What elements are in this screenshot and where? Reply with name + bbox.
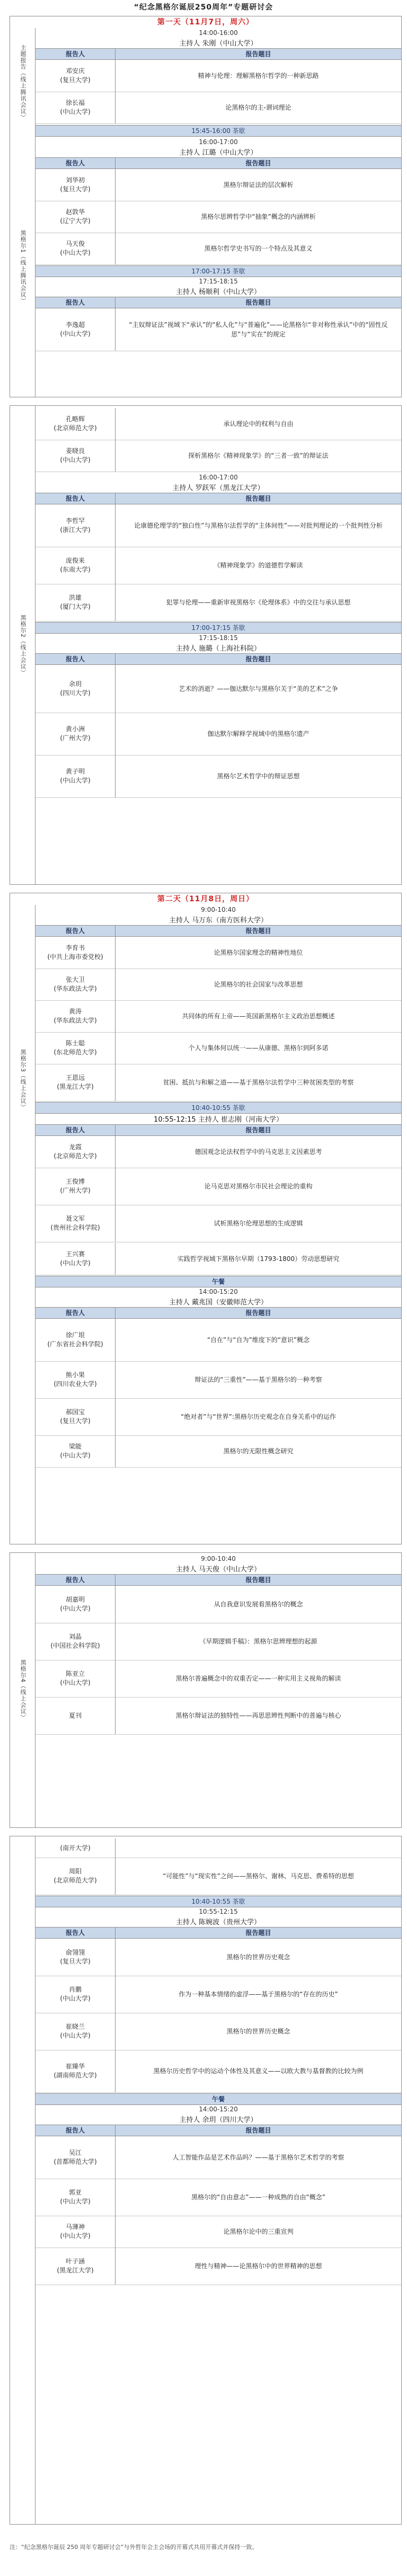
topic-cell: 个人与集体何以统一——从康德、黑格尔到阿多诺	[188, 1044, 329, 1052]
table-row	[36, 1205, 401, 1242]
speaker-name: 聂文军	[65, 1215, 85, 1222]
speaker-name: 庞俊来	[65, 557, 85, 564]
topic-cell: 艺术的消逝？——伽达默尔与黑格尔关于“美的艺术”之争	[179, 685, 338, 692]
topic-cell: “自在”与“自为”维度下的“意识”概念	[207, 1336, 310, 1344]
topic-cell: 论黑格尔论中的三重宣判	[223, 2228, 294, 2235]
topic-cell: 黑格尔思辨哲学中“抽象”概念的内涵辨析	[201, 213, 316, 220]
session-host: 主持人 马天俊（中山大学）	[175, 1566, 261, 1574]
topic-cell: 承认理论中的权利与自由	[223, 420, 294, 428]
topic-cell: “可能性”与“现实性”之间——黑格尔、谢林、马克思、费希特的思想	[163, 1872, 354, 1880]
topic-cell: 黑格尔的无限性概念研究	[223, 1447, 294, 1455]
lunch-break: 午餐	[36, 1276, 401, 1287]
table-row	[36, 1976, 401, 2013]
speaker-name: 张大卫	[65, 976, 85, 983]
speaker-cell	[36, 1064, 116, 1101]
speaker-name: 黄子明	[65, 768, 85, 775]
speaker-org: (中山大学)	[60, 249, 91, 256]
speaker-cell	[36, 2179, 116, 2216]
topic-col-header: 报告题目	[245, 495, 271, 502]
speaker-org: (东南大学)	[60, 566, 91, 573]
topic-cell: 从自我意识发展看黑格尔的概念	[214, 1601, 303, 1608]
speaker-name: 李育书	[65, 944, 85, 952]
speaker-col-header: 报告人	[36, 297, 116, 308]
topic-cell: “绝对者”与“世界”:黑格尔历史观念在自身关系中的运作	[181, 1413, 336, 1420]
speaker-name: 龙霞	[68, 1143, 82, 1151]
speaker-cell	[36, 2013, 116, 2050]
speaker-cell	[36, 1136, 116, 1168]
session-host: 主持人 杨顺利（中山大学）	[175, 288, 261, 296]
table-row	[36, 169, 401, 201]
speaker-cell	[36, 2136, 116, 2179]
speaker-org: (贵州社会科学院)	[50, 1224, 100, 1231]
speaker-name: 梁能	[68, 1443, 82, 1450]
speaker-org: (南开大学)	[60, 1844, 91, 1852]
speaker-cell	[36, 504, 116, 547]
speaker-name: 孔略辉	[65, 415, 85, 423]
speaker-cell	[36, 1243, 116, 1275]
topic-col-header: 报告题目	[245, 1126, 271, 1134]
topic-col-header: 报告题目	[245, 927, 271, 935]
speaker-org: (广州大学)	[60, 1187, 91, 1194]
speaker-cell	[36, 584, 116, 621]
topic-cell: 论黑格尔的社会国家与改革思想	[214, 981, 303, 988]
topic-cell: 黑格尔辩证法的层次解析	[223, 181, 294, 189]
table-row	[36, 308, 401, 351]
speaker-name: 王恩远	[65, 1074, 85, 1081]
speaker-name: 马天俊	[65, 240, 85, 247]
topic-cell: 德国观念论法权哲学中的马克思主义因素思考	[194, 1148, 322, 1156]
table-row	[36, 2179, 401, 2216]
session-table-head	[36, 297, 401, 308]
keynote-label: 主题报告（线上腾讯会议）	[20, 44, 26, 121]
table-row	[36, 1939, 401, 1976]
topic-col-header: 报告题目	[245, 2127, 271, 2134]
footnote: 注：“纪念黑格尔诞辰 250 周年专题研讨会”与外哲年会主会场的开幕式共用开幕式并保持一致。	[10, 2544, 258, 2551]
speaker-cell	[36, 1398, 116, 1435]
afternoon-label: 黑格尔4（线上会议）	[20, 1659, 26, 1721]
topic-col-header: 报告题目	[245, 1929, 271, 1937]
session-time: 16:00-17:00	[199, 474, 238, 481]
table-row	[36, 1838, 401, 1858]
speaker-name: 叶子涵	[65, 2258, 85, 2265]
tea-break: 17:00-17:15 茶歇	[36, 622, 401, 634]
table-row	[36, 201, 401, 233]
speaker-col-header: 报告人	[36, 1125, 116, 1135]
topic-cell: 黑格尔艺术哲学中的辩证思想	[217, 772, 300, 780]
speaker-cell	[36, 2050, 116, 2092]
table-row	[36, 1858, 401, 1895]
table-row	[36, 92, 401, 124]
table-row	[36, 2050, 401, 2093]
speaker-org: (华东政法大学)	[54, 1017, 97, 1024]
topic-cell: 理性与精神——论黑格尔中的世界精神的思想	[194, 2262, 322, 2270]
topic-cell: 试析黑格尔伦理思想的生成逻辑	[214, 1220, 303, 1227]
speaker-cell	[36, 1168, 116, 1205]
speaker-name: 洪雄	[68, 594, 82, 601]
speaker-org: (复旦大学)	[60, 1958, 91, 1965]
session-table-head	[36, 2125, 401, 2136]
speaker-cell	[36, 440, 116, 472]
speaker-cell	[36, 60, 116, 92]
table-row	[36, 584, 401, 621]
speaker-org: (浙江大学)	[60, 526, 91, 534]
speaker-cell	[36, 1032, 116, 1064]
table-row	[36, 504, 401, 547]
session-table-head	[36, 493, 401, 504]
session-host: 主持人 陈婉波（贵州大学）	[175, 1918, 261, 1926]
table-row	[36, 1032, 401, 1064]
speaker-org: (黑龙江大学)	[57, 1083, 94, 1090]
speaker-org: (中共上海市委党校)	[47, 953, 103, 961]
topic-col-header: 报告题目	[245, 50, 271, 58]
speaker-name: 赵敦华	[65, 208, 85, 216]
topic-cell	[116, 1838, 401, 1858]
table-row	[36, 2216, 401, 2248]
speaker-org: (复旦大学)	[60, 1417, 91, 1425]
session-table-head	[36, 1574, 401, 1586]
session-time: 14:00-15:20	[199, 1288, 238, 1295]
lunch-break: 午餐	[36, 2093, 401, 2105]
speaker-org: (中山大学)	[60, 108, 91, 116]
session-time: 9:00-10:40	[201, 906, 236, 913]
speaker-name: 郭亚	[68, 2189, 82, 2196]
table-row	[36, 440, 401, 472]
topic-cell: 黑格尔历史哲学中的运动个体性及其意义——以欧大教与基督教的比较为例	[153, 2067, 364, 2075]
speaker-col-header: 报告人	[36, 2125, 116, 2136]
speaker-cell	[36, 1435, 116, 1467]
session-table-head	[36, 1927, 401, 1939]
session-host: 主持人 罗跃军（黑龙江大学）	[172, 484, 264, 492]
speaker-name: 熊小果	[65, 1371, 85, 1379]
speaker-org: (中山大学)	[60, 1679, 91, 1686]
speaker-org: (黑龙江大学)	[57, 2267, 94, 2274]
speaker-cell	[36, 1623, 116, 1660]
tea-break: 10:40-10:55 茶歇	[36, 1896, 401, 1907]
table-row	[36, 1361, 401, 1399]
panel-a-label: 黑格尔1（线上腾讯会议）	[20, 229, 26, 304]
speaker-cell	[36, 2248, 116, 2285]
day1-header: 第一天（11月7日，周六）	[157, 18, 254, 26]
session-time: 10:55-12:15	[154, 1116, 196, 1124]
speaker-col-header: 报告人	[36, 49, 116, 59]
topic-cell: 实践哲学视域下黑格尔早期（1793-1800）劳动思想研究	[177, 1255, 340, 1263]
speaker-cell	[36, 1697, 116, 1734]
afternoon-side-2	[10, 1836, 36, 2524]
session-table-head	[36, 653, 401, 665]
topic-cell: “主奴辩证法”视域下“承认”的“私人化”与“普遍化”——论黑格尔“非对称性承认”中的“固性反思”与“实在”的规定	[129, 321, 388, 338]
table-row	[36, 1000, 401, 1033]
topic-cell: 贫困、抵抗与和解之道——基于黑格尔法哲学中三种贫困类型的考察	[163, 1079, 354, 1086]
speaker-org: (华东政法大学)	[54, 985, 97, 992]
speaker-org: (中山大学)	[60, 330, 91, 337]
speaker-col-header: 报告人	[36, 158, 116, 168]
table-row	[36, 713, 401, 756]
morning-side	[10, 905, 36, 1544]
session-table-head	[36, 1124, 401, 1136]
keynote-table-head	[36, 48, 401, 60]
table-row	[36, 2136, 401, 2179]
table-row	[36, 233, 401, 265]
speaker-org: (东北师范大学)	[54, 1049, 97, 1056]
session-host: 主持人 马万东（南方医科大学）	[169, 917, 268, 925]
speaker-col-header: 报告人	[36, 493, 116, 504]
speaker-org: (北京师范大学)	[54, 1877, 97, 1884]
topic-cell: 犯罪与伦理——重新审视黑格尔《伦理体系》中的交往与承认思想	[166, 599, 351, 606]
speaker-name: 马薄神	[65, 2223, 85, 2231]
session-host: 主持人 江璐（中山大学）	[179, 149, 258, 157]
speaker-cell	[36, 713, 116, 755]
speaker-cell	[36, 408, 116, 440]
topic-cell: 黑格尔辩证法的独特性——再思思辨性判断中的普遍与核心	[175, 1712, 341, 1719]
day2-section-c	[10, 1836, 402, 2525]
day1-section-a	[10, 16, 402, 397]
speaker-name: 俞翎翎	[65, 1949, 85, 1956]
speaker-org: (复旦大学)	[60, 185, 91, 193]
tea-break: 17:00-17:15 茶歇	[36, 265, 401, 277]
speaker-org: (中山大学)	[60, 2032, 91, 2039]
speaker-name: 徐长福	[65, 99, 85, 106]
speaker-name: 刘晶	[68, 1633, 82, 1640]
table-row	[36, 755, 401, 798]
speaker-cell	[36, 233, 116, 264]
table-row	[36, 1136, 401, 1168]
speaker-cell	[36, 1976, 116, 2013]
speaker-col-header: 报告人	[36, 654, 116, 664]
session-time: 17:15-18:15	[199, 634, 238, 642]
topic-cell: 伽达默尔解释学视域中的黑格尔遗产	[207, 730, 309, 738]
topic-cell: 辩证法的“三重性”——基于黑格尔的一种考察	[194, 1376, 322, 1383]
topic-cell: 《精神现象学》的道德哲学解读	[214, 562, 303, 569]
speaker-cell	[36, 1939, 116, 1976]
speaker-cell	[36, 92, 116, 123]
speaker-cell	[36, 1205, 116, 1242]
panel-a-side	[10, 137, 36, 397]
table-row	[36, 1398, 401, 1436]
speaker-name: 黄小洲	[65, 725, 85, 733]
speaker-col-header: 报告人	[36, 926, 116, 936]
speaker-name: 郝国宝	[65, 1408, 85, 1416]
session-time: 10:55-12:15	[199, 1908, 238, 1915]
speaker-cell	[36, 1586, 116, 1623]
session-host: 主持人 余玥（四川大学）	[179, 2116, 258, 2124]
speaker-cell	[36, 1319, 116, 1361]
speaker-org: (中山大学)	[60, 456, 91, 464]
topic-col-header: 报告题目	[245, 655, 271, 663]
speaker-org: (湖南师范大学)	[54, 2072, 97, 2079]
keynote-time: 14:00-16:00	[199, 29, 238, 37]
keynote-host: 主持人 朱刚（中山大学）	[179, 40, 258, 48]
speaker-org: (中国社会科学院)	[50, 1642, 100, 1649]
session-host: 主持人 戴兆国（安徽师范大学）	[169, 1299, 268, 1307]
speaker-name: 李逸超	[65, 321, 85, 328]
afternoon-side	[10, 1553, 36, 1827]
table-row	[36, 60, 401, 92]
topic-cell: 探析黑格尔《精神现象学》的“三者一致”的辩证法	[188, 452, 329, 459]
table-row	[36, 408, 401, 440]
speaker-name: 李哲罕	[65, 517, 85, 525]
table-row	[36, 1064, 401, 1102]
speaker-org: (首都师范大学)	[54, 2158, 97, 2165]
session-table-head	[36, 157, 401, 169]
speaker-col-header: 报告人	[36, 1927, 116, 1938]
speaker-org: (中山大学)	[60, 1995, 91, 2002]
speaker-org: (中山大学)	[60, 1259, 91, 1267]
speaker-cell	[36, 969, 116, 1000]
speaker-org: (复旦大学)	[60, 76, 91, 84]
speaker-cell	[36, 169, 116, 201]
speaker-org: (北京师范大学)	[54, 424, 97, 432]
speaker-name: 刘华初	[65, 176, 85, 184]
topic-cell: 黑格尔的世界历史概念	[226, 2028, 290, 2035]
topic-cell: 共同体的所有上帝——英国新黑格尔主义政治思想概述	[182, 1012, 335, 1020]
speaker-name: 肖鹏	[68, 1986, 82, 1993]
speaker-org: (广东省社会科学院)	[47, 1340, 103, 1348]
table-row	[36, 1697, 401, 1735]
speaker-cell	[36, 1838, 116, 1858]
day1-section-b	[10, 405, 402, 885]
session-host: 主持人 施璐（上海社科院）	[175, 645, 261, 653]
table-row	[36, 2013, 401, 2050]
speaker-org: (厦门大学)	[60, 603, 91, 610]
topic-cell: 论黑格尔的主-谓词理论	[225, 104, 291, 111]
speaker-cell	[36, 201, 116, 233]
table-row	[36, 1586, 401, 1623]
topic-col-header: 报告题目	[245, 159, 271, 167]
speaker-cell	[36, 665, 116, 713]
speaker-org: (辽宁大学)	[60, 217, 91, 225]
keynote-side	[10, 28, 36, 137]
speaker-cell	[36, 547, 116, 584]
tea-break: 15:45-16:00 茶歇	[36, 125, 401, 137]
speaker-name: 吴江	[68, 2149, 82, 2156]
speaker-org: (中山大学)	[60, 2198, 91, 2205]
session-time: 14:00-15:20	[199, 2106, 238, 2113]
speaker-cell	[36, 755, 116, 797]
table-row	[36, 1168, 401, 1205]
speaker-name: 胡嘉明	[65, 1596, 85, 1603]
day2-section-a	[10, 893, 402, 1544]
table-row	[36, 1319, 401, 1362]
table-row	[36, 665, 401, 713]
session-time: 9:00-10:40	[201, 1555, 236, 1562]
speaker-name: 夏刊	[68, 1711, 82, 1719]
tea-break: 10:40-10:55 茶歇	[36, 1102, 401, 1114]
speaker-name: 陈士聪	[65, 1040, 85, 1047]
speaker-col-header: 报告人	[36, 1308, 116, 1318]
topic-cell: 论康德伦理学的“独白性”与黑格尔法哲学的“主体间性”——对批判理论的一个批判性分析	[134, 522, 383, 529]
speaker-org: (广州大学)	[60, 734, 91, 742]
panel-b-label: 黑格尔2（线上会议）	[20, 614, 26, 676]
speaker-cell	[36, 1000, 116, 1032]
speaker-name: 崔晓兰	[65, 2023, 85, 2030]
table-row	[36, 969, 401, 1001]
topic-cell: 黑格尔哲学史书写的一个特点及其意义	[204, 245, 313, 252]
speaker-cell	[36, 1361, 116, 1398]
session-host	[36, 1114, 401, 1123]
speaker-name: 王俊博	[65, 1178, 85, 1185]
speaker-name: 徐广垠	[65, 1331, 85, 1339]
topic-col-header: 报告题目	[245, 1309, 271, 1317]
topic-cell: 人工智能作品是艺术作品吗？——基于黑格尔艺术哲学的考察	[172, 2154, 344, 2161]
topic-cell: 论黑格尔国家理念的精神性地位	[214, 949, 303, 956]
topic-cell: 《早期逻辑手稿》：黑格尔思辨理想的起源	[199, 1638, 317, 1645]
speaker-org: (四川大学)	[60, 689, 91, 697]
speaker-name: 余玥	[68, 680, 82, 688]
topic-cell: 黑格尔普遍概念中的双重否定——一种实用主义视角的解读	[175, 1675, 341, 1682]
speaker-col-header: 报告人	[36, 1575, 116, 1585]
speaker-name: 王兴赛	[65, 1250, 85, 1258]
topic-col-header: 报告题目	[245, 1576, 271, 1584]
topic-cell: 黑格尔的世界历史观念	[226, 1953, 290, 1961]
speaker-name: 邓安庆	[65, 67, 85, 75]
speaker-org: (中山大学)	[60, 2232, 91, 2240]
session-table-head	[36, 925, 401, 937]
speaker-name: 黄涛	[68, 1008, 82, 1015]
day2-header: 第二天（11月8日，周日）	[157, 895, 254, 903]
panel-b-side	[10, 406, 36, 884]
morning-label: 黑格尔3（线上会议）	[20, 1049, 26, 1111]
speaker-name: 周阳	[68, 1868, 82, 1875]
speaker-cell	[36, 308, 116, 351]
topic-cell: 论马克思对黑格尔市民社会理论的重构	[204, 1183, 313, 1190]
table-row	[36, 937, 401, 969]
session-time: 16:00-17:00	[199, 138, 238, 146]
topic-cell: 黑格尔的“自由意志”——一种成熟的自由“概念”	[191, 2193, 325, 2201]
speaker-name: 陈亚立	[65, 1670, 85, 1677]
table-row	[36, 2248, 401, 2285]
session-table-head	[36, 1307, 401, 1319]
session-time: 17:15-18:15	[199, 278, 238, 285]
speaker-name: 崔臻华	[65, 2063, 85, 2070]
speaker-name: 姜晓良	[65, 447, 85, 455]
topic-cell: 作为一种基本情绪的虚浮——基于黑格尔的“存在的历史”	[179, 1991, 338, 1998]
speaker-cell	[36, 937, 116, 969]
speaker-cell	[36, 1858, 116, 1895]
speaker-org: (四川农业大学)	[54, 1380, 97, 1388]
table-row	[36, 1660, 401, 1698]
topic-cell: 精神与伦理：理解黑格尔哲学的一种新思路	[198, 72, 319, 79]
speaker-org: (中山大学)	[60, 777, 91, 784]
table-row	[36, 1243, 401, 1275]
speaker-org: (中山大学)	[60, 1605, 91, 1612]
table-row	[36, 1435, 401, 1468]
table-row	[36, 1623, 401, 1660]
table-row	[36, 547, 401, 584]
topic-col-header: 报告题目	[245, 299, 271, 306]
speaker-cell	[36, 2216, 116, 2248]
day2-section-b	[10, 1552, 402, 1828]
page-title: “纪念黑格尔诞辰250周年”专题研讨会	[134, 3, 273, 12]
speaker-cell	[36, 1660, 116, 1697]
session-host-name: 主持人 崔志刚（河南大学）	[198, 1116, 283, 1124]
speaker-org: (中山大学)	[60, 1452, 91, 1459]
speaker-org: (北京师范大学)	[54, 1152, 97, 1160]
